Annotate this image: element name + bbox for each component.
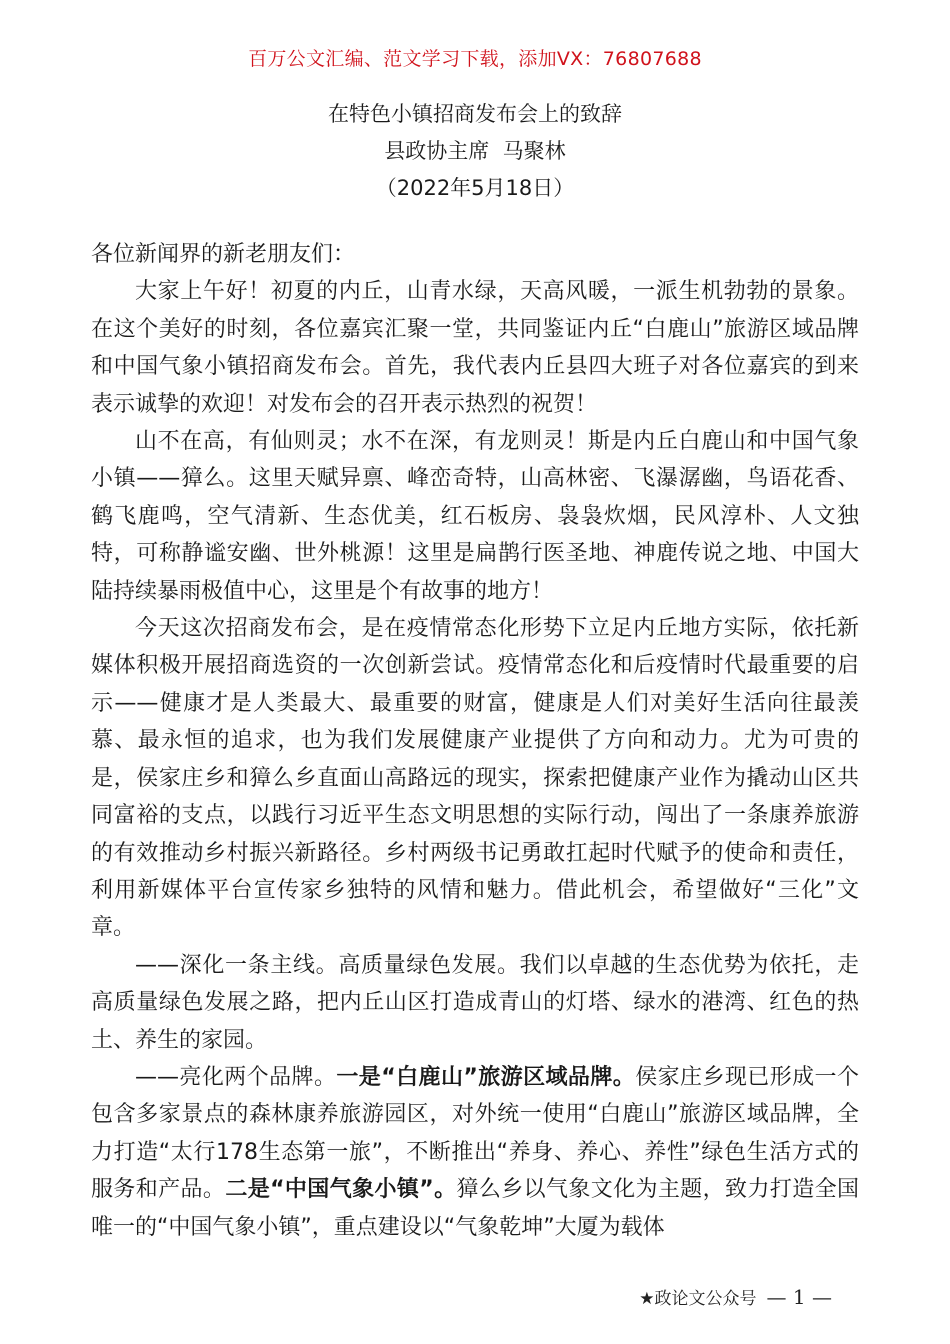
title-block [0, 96, 950, 207]
star-icon: ★ [639, 1289, 655, 1309]
speech-title: 在特色小镇招商发布会上的致辞 [328, 102, 622, 126]
paragraph-1: 大家上午好！初夏的内丘，山青水绿，天高风暖，一派生机勃勃的景象。在这个美好的时刻，各位嘉宾汇聚一堂，共同鉴证内丘“白鹿山”旅游区域品牌和中国气象小镇招商发布会。首先，我代表内丘县四大班子对各位嘉宾的到来表示诚挚的欢迎！对发布会的召开表示热烈的祝贺！ [91, 279, 859, 417]
paragraph-4: ——深化一条主线。高质量绿色发展。我们以卓越的生态优势为依托，走高质量绿色发展之路，把内丘山区打造成青山的灯塔、绿水的港湾、红色的热土、养生的家园。 [91, 952, 859, 1053]
speech-body [91, 236, 859, 1246]
p5-text-1: 侯家庄乡现已形成一个包含多家景点的森林康养旅游园区，对外统一使用“白鹿山”旅游区域品牌，全力打造“太行178生态第一旅”，不断推出“养身、养心、养性”绿色生活方式的服务和产品。 [91, 1064, 859, 1203]
speech-date: （2022年5月18日） [375, 176, 575, 200]
page-number: — 1 — [766, 1285, 832, 1309]
p5-lead: ——亮化两个品牌。 [135, 1064, 337, 1090]
speaker-line: 县政协主席 马聚林 [384, 139, 566, 163]
salutation: 各位新闻界的新老朋友们： [91, 242, 356, 267]
paragraph-3: 今天这次招商发布会，是在疫情常态化形势下立足内丘地方实际，依托新媒体积极开展招商选资的一次创新尝试。疫情常态化和后疫情时代最重要的启示——健康才是人类最大、最重要的财富，健康是人们对美好生活向往最羡慕、最永恒的追求，也为我们发展健康产业提供了方向和动力。尤为可贵的是，侯家庄乡和獐么乡直面山高路远的现实，探索把健康产业作为撬动山区共同富裕的支点，以践行习近平生态文明思想的实际行动，闯出了一条康养旅游的有效推动乡村振兴新路径。乡村两级书记勇敢扛起时代赋予的使命和责任，利用新媒体平台宣传家乡独特的风情和魅力。借此机会，希望做好“三化”文章。 [91, 616, 859, 941]
paragraph-5 [91, 1059, 859, 1246]
promo-banner: 百万公文汇编、范文学习下载，添加VX：76807688 [248, 48, 702, 70]
paragraph-2: 山不在高，有仙则灵；水不在深，有龙则灵！斯是内丘白鹿山和中国气象小镇——獐么。这里天赋异禀、峰峦奇特，山高林密、飞瀑潺幽，鸟语花香、鹤飞鹿鸣，空气清新、生态优美，红石板房、袅袅炊烟，民风淳朴、人文独特，可称静谧安幽、世外桃源！这里是扁鹊行医圣地、神鹿传说之地、中国大陆持续暴雨极值中心，这里是个有故事的地方！ [91, 429, 859, 604]
p5-bold-1: 一是“白鹿山”旅游区域品牌。 [336, 1064, 636, 1090]
p5-bold-2: 二是“中国气象小镇”。 [225, 1177, 457, 1203]
page-footer [639, 1284, 832, 1309]
p5-text-2: 獐么乡以气象文化为主题，致力打造全国唯一的“中国气象小镇”，重点建设以“气象乾坤”大厦为载体 [91, 1177, 859, 1240]
footer-source: 政论文公众号 [654, 1289, 757, 1309]
